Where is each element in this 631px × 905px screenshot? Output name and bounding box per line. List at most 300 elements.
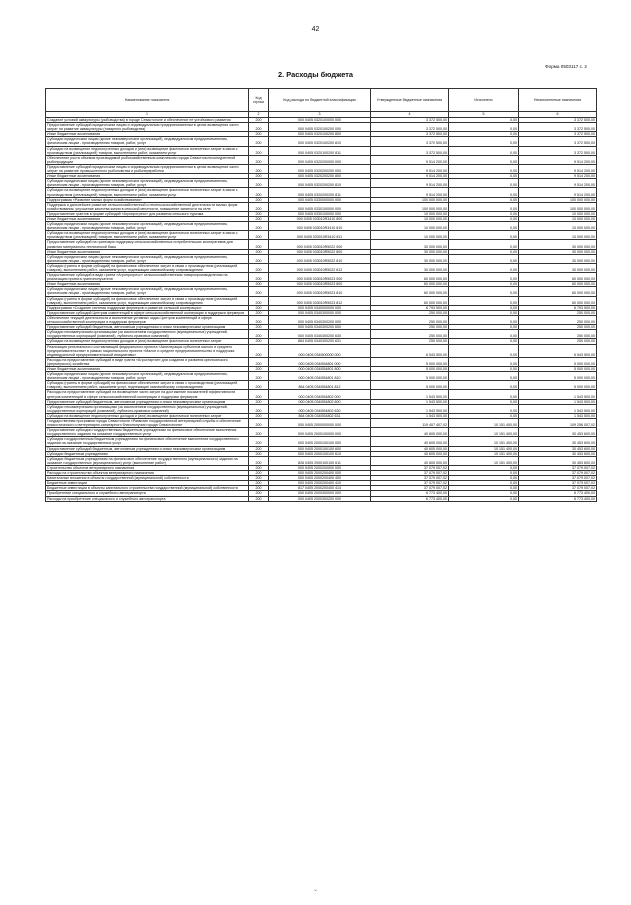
cell-left: 10 000 000,00 <box>519 211 597 216</box>
cell-done: 0,00 <box>449 465 519 470</box>
cell-code: 200 <box>249 174 269 179</box>
cell-left: 3 372 500,00 <box>519 118 597 123</box>
cell-approved: 100 000 000,00 <box>371 197 449 202</box>
table-row <box>46 310 597 315</box>
cell-bk: 000 0405 033010R5023 812 <box>269 296 371 305</box>
cell-code: 200 <box>249 437 269 446</box>
table-row <box>46 390 597 399</box>
cell-done: 0,00 <box>449 366 519 371</box>
cell-bk: 000 0405 2000100100 600 <box>269 446 371 451</box>
cell-name: Расходы на предоставление субсидий в виде гранта «Агростартап» для создания и развития крестьянского (фермерского) хозяйства <box>46 357 249 366</box>
cell-code: 200 <box>249 481 269 486</box>
cell-done: 0,00 <box>449 390 519 399</box>
cell-code: 200 <box>249 222 269 231</box>
cell-left: 250 000,00 <box>519 339 597 344</box>
cell-bk: 000 0405 0330000000 000 <box>269 197 371 202</box>
cell-bk: 000 0405 0320100200 810 <box>269 137 371 146</box>
cell-code: 200 <box>249 132 269 137</box>
table-row <box>46 491 597 496</box>
table-row <box>46 399 597 404</box>
table-row <box>46 254 597 263</box>
table-row <box>46 273 597 282</box>
cell-left: 37 079 007,02 <box>519 481 597 486</box>
cell-code: 200 <box>249 428 269 437</box>
cell-code: 200 <box>249 211 269 216</box>
cell-done: 0,00 <box>449 310 519 315</box>
table-row <box>46 344 597 357</box>
cell-bk: 000 0405 2000100000 000 <box>269 428 371 437</box>
cell-left: 9 514 200,00 <box>519 164 597 173</box>
cell-left: 109 256 007,02 <box>519 419 597 428</box>
cell-code: 200 <box>249 399 269 404</box>
cell-name: Иные бюджетные ассигнования <box>46 216 249 221</box>
cell-done: 0,00 <box>449 155 519 164</box>
cell-bk: 000 0405 034I554801 810 <box>269 372 371 381</box>
cell-done: 0,00 <box>449 413 519 418</box>
cell-done: 0,00 <box>449 231 519 240</box>
cell-bk: 000 0405 0320100200 800 <box>269 132 371 137</box>
cell-approved: 250 000,00 <box>371 339 449 344</box>
cell-approved: 37 079 007,02 <box>371 481 449 486</box>
cell-bk: 000 0405 2000300200 000 <box>269 496 371 501</box>
cell-bk: 000 0405 0330100000 000 <box>269 202 371 211</box>
cell-done: 10 151 400,00 <box>449 419 519 428</box>
cell-name: Субсидии на возмещение недополученных доходов и (или) возмещение фактически понесенных затрат в связи с производством (реализацией) товаров, выполнением работ, оказанием услуг <box>46 146 249 155</box>
cell-left: 6 543 500,00 <box>519 344 597 357</box>
cell-approved: 37 079 007,02 <box>371 471 449 476</box>
cell-name: Реализация регионального составляющей федерального проекта «Акселерация субъектов малого и среднего предпринимательства» в рамках национального проекта «Малое и среднее предпринимательство и поддержка индивидуальной предпринимательской инициативы» <box>46 344 249 357</box>
cell-name: Иные бюджетные ассигнования <box>46 132 249 137</box>
cell-code: 200 <box>249 465 269 470</box>
table-row <box>46 263 597 272</box>
cell-name: Бюджетные инвестиции в объекты капитального строительства государственной (муниципальной) собственности <box>46 486 249 491</box>
table-row <box>46 123 597 132</box>
cell-done: 10 151 400,00 <box>449 446 519 451</box>
cell-bk: 000 0405 2000200400 000 <box>269 471 371 476</box>
cell-done: 0,00 <box>449 254 519 263</box>
cell-bk: 000 0405 0320200200 811 <box>269 188 371 197</box>
cell-code: 200 <box>249 330 269 339</box>
cell-bk: 826 0405 2000100100 611 <box>269 456 371 465</box>
cell-bk: 000 0405 034I554801 800 <box>269 366 371 371</box>
cell-approved: 3 372 500,00 <box>371 132 449 137</box>
table-row <box>46 471 597 476</box>
expenses-table <box>45 88 597 502</box>
cell-bk: 000 0405 033010R5022 000 <box>269 240 371 249</box>
cell-code: 200 <box>249 296 269 305</box>
cell-code: 200 <box>249 287 269 296</box>
col-number: 6 <box>519 112 597 118</box>
cell-left: 1 543 500,00 <box>519 413 597 418</box>
cell-approved: 9 514 200,00 <box>371 155 449 164</box>
table-row <box>46 164 597 173</box>
cell-left: 30 000 000,00 <box>519 254 597 263</box>
cell-approved: 6 543 500,00 <box>371 344 449 357</box>
cell-name: Субсидии юридическим лицам (кроме некоммерческих организаций), индивидуальным предпринимателям, физическим лицам - производителям товаров, работ, услуг <box>46 372 249 381</box>
cell-name: Субсидии юридическим лицам (кроме некоммерческих организаций), индивидуальным предпринимателям, физическим лицам - производителям товаров, работ, услуг <box>46 254 249 263</box>
cell-name: Подпрограмма «Развитие малых форм хозяйствования» <box>46 197 249 202</box>
cell-approved: 30 000 000,00 <box>371 240 449 249</box>
cell-left: 60 000 000,00 <box>519 282 597 287</box>
cell-done: 0,00 <box>449 330 519 339</box>
cell-bk: 000 0405 2000000000 000 <box>269 419 371 428</box>
cell-name: Бюджетные инвестиции <box>46 481 249 486</box>
cell-approved: 40 605 000,00 <box>371 437 449 446</box>
col-header-approved: Утвержденные бюджетные назначения <box>371 89 449 112</box>
cell-bk: 000 0405 0320100200 811 <box>269 146 371 155</box>
cell-done: 0,00 <box>449 287 519 296</box>
cell-done: 0,00 <box>449 399 519 404</box>
cell-approved: 3 372 500,00 <box>371 118 449 123</box>
cell-name: Предоставление субсидий Центрам компетенций в сфере сельскохозяйственной кооперации и поддержки фермеров <box>46 310 249 315</box>
cell-done: 0,00 <box>449 164 519 173</box>
cell-code: 200 <box>249 216 269 221</box>
table-row <box>46 437 597 446</box>
cell-left: 30 000 000,00 <box>519 249 597 254</box>
cell-bk: 000 0405 033010R5022 812 <box>269 263 371 272</box>
table-row <box>46 137 597 146</box>
cell-name: Иные бюджетные ассигнования <box>46 366 249 371</box>
cell-name: Подпрограмма «Создание системы поддержки фермеров и развитие сельской кооперации» <box>46 305 249 310</box>
col-header-done: Исполнено <box>449 89 519 112</box>
cell-name: Поддержка и дальнейшее развитие сельскохозяйственной и несельскохозяйственной деятельности малых форм хозяйствования, улучшение качества жизни в сельской местности, повышение занятости на селе <box>46 202 249 211</box>
cell-name: Субсидии юридическим лицам (кроме некоммерческих организаций), индивидуальным предпринимателям, физическим лицам - производителям товаров, работ, услуг <box>46 222 249 231</box>
cell-code: 200 <box>249 404 269 413</box>
cell-approved: 37 079 007,02 <box>371 486 449 491</box>
cell-left: 10 000 000,00 <box>519 222 597 231</box>
cell-bk: 000 0405 0340300200 600 <box>269 325 371 330</box>
cell-left: 5 000 000,00 <box>519 366 597 371</box>
col-header-name: Наименование показателя <box>46 89 249 112</box>
scan-mark: ⌄ <box>312 887 319 893</box>
cell-done: 0,00 <box>449 240 519 249</box>
cell-bk: 000 0405 2000300000 000 <box>269 491 371 496</box>
cell-done: 0,00 <box>449 249 519 254</box>
cell-approved: 10 000 000,00 <box>371 216 449 221</box>
table-row <box>46 476 597 481</box>
cell-left: 5 000 000,00 <box>519 381 597 390</box>
cell-bk: 864 0405 034I554802 631 <box>269 413 371 418</box>
table-row <box>46 211 597 216</box>
table-row <box>46 222 597 231</box>
cell-name: Расходы на предоставление субсидий на возмещение части затрат на достижение показателей эффективности центров компетенций в сфере сельскохозяйственной кооперации и поддержки фермеров <box>46 390 249 399</box>
cell-left: 100 000 000,00 <box>519 197 597 202</box>
cell-name: Капитальные вложения в объекты государственной (муниципальной) собственности <box>46 476 249 481</box>
cell-name: Расходы на приобретение специального и служебного автотранспорта <box>46 496 249 501</box>
cell-done: 0,00 <box>449 216 519 221</box>
cell-done: 10 151 400,00 <box>449 451 519 456</box>
cell-code: 200 <box>249 419 269 428</box>
cell-left: 60 000 000,00 <box>519 296 597 305</box>
cell-name: Субсидии юридическим лицам (кроме некоммерческих организаций), индивидуальным предпринимателям, физическим лицам - производителям товаров, работ, услуг <box>46 179 249 188</box>
cell-code: 200 <box>249 339 269 344</box>
cell-done: 0,00 <box>449 471 519 476</box>
table-row <box>46 357 597 366</box>
cell-name: Субсидии (гранты в форме субсидий) на финансовое обеспечение затрат в связи с производством (реализацией товаров), выполнением работ, оказанием услуг, подлежащие казначейскому сопровождению <box>46 296 249 305</box>
cell-name: Субсидии (гранты в форме субсидий) на финансовое обеспечение затрат в связи с производством (реализацией товаров), выполнением работ, оказанием услуг, подлежащие казначейскому сопровождению <box>46 263 249 272</box>
cell-approved: 100 000 000,00 <box>371 202 449 211</box>
cell-approved: 60 000 000,00 <box>371 282 449 287</box>
cell-bk: 000 0405 0340300200 630 <box>269 330 371 339</box>
table-row <box>46 372 597 381</box>
cell-left: 100 000 000,00 <box>519 202 597 211</box>
cell-bk: 000 0405 2000200400 400 <box>269 476 371 481</box>
cell-done: 0,00 <box>449 339 519 344</box>
cell-code: 200 <box>249 357 269 366</box>
cell-left: 250 000,00 <box>519 325 597 330</box>
cell-left: 30 453 600,00 <box>519 446 597 451</box>
table-body <box>46 118 597 502</box>
cell-left: 1 543 500,00 <box>519 399 597 404</box>
cell-left: 60 000 000,00 <box>519 273 597 282</box>
cell-approved: 10 000 000,00 <box>371 231 449 240</box>
table-row <box>46 146 597 155</box>
table-row <box>46 465 597 470</box>
cell-bk: 000 0405 0340000000 000 <box>269 305 371 310</box>
cell-approved: 6 773 400,00 <box>371 491 449 496</box>
table-row <box>46 486 597 491</box>
cell-bk: 000 0405 2000200400 410 <box>269 481 371 486</box>
cell-name: Предоставление субсидий юридическим лицам и индивидуальным предпринимателям в целях возмещения части затрат на развитие аквакультуры (товарного рыбоводства) <box>46 123 249 132</box>
cell-name: Субсидии на возмещение недополученных доходов и (или) возмещение фактически понесенных затрат в связи с производством (реализацией) товаров, выполнением работ, оказанием услуг <box>46 231 249 240</box>
cell-left: 9 514 200,00 <box>519 155 597 164</box>
cell-bk: 000 0405 034I554802 600 <box>269 399 371 404</box>
cell-done: 0,00 <box>449 211 519 216</box>
cell-code: 200 <box>249 263 269 272</box>
cell-done: 10 151 400,00 <box>449 437 519 446</box>
cell-code: 200 <box>249 325 269 330</box>
cell-left: 1 543 500,00 <box>519 404 597 413</box>
cell-approved: 9 514 200,00 <box>371 164 449 173</box>
cell-code: 200 <box>249 413 269 418</box>
cell-done: 0,00 <box>449 404 519 413</box>
col-number: 1 <box>46 112 249 118</box>
cell-approved: 9 514 200,00 <box>371 179 449 188</box>
cell-code: 200 <box>249 381 269 390</box>
cell-approved: 1 543 500,00 <box>371 404 449 413</box>
cell-code: 200 <box>249 155 269 164</box>
cell-code: 200 <box>249 496 269 501</box>
cell-approved: 1 543 500,00 <box>371 399 449 404</box>
cell-code: 200 <box>249 164 269 173</box>
cell-name: Субсидии на возмещение недополученных доходов и (или) возмещение фактически понесенных затрат <box>46 413 249 418</box>
cell-done: 0,00 <box>449 118 519 123</box>
cell-bk: 000 0405 033010R3410 800 <box>269 216 371 221</box>
cell-approved: 40 605 000,00 <box>371 446 449 451</box>
cell-code: 200 <box>249 118 269 123</box>
cell-approved: 250 000,00 <box>371 330 449 339</box>
cell-name: Обеспечение текущей деятельности и выполнение уставных задач Центров компетенций в сфере сельскохозяйственной кооперации и поддержки фермеров <box>46 315 249 324</box>
cell-bk: 000 0405 033010R5023 800 <box>269 282 371 287</box>
cell-bk: 000 0405 034I554801 000 <box>269 357 371 366</box>
cell-left: 6 773 400,00 <box>519 491 597 496</box>
cell-bk: 817 0405 2000200400 414 <box>269 486 371 491</box>
cell-done: 0,00 <box>449 273 519 282</box>
cell-code: 200 <box>249 451 269 456</box>
page-title: 2. Расходы бюджета <box>278 70 353 79</box>
cell-code: 200 <box>249 305 269 310</box>
cell-done: 10 151 400,00 <box>449 428 519 437</box>
cell-done: 0,00 <box>449 325 519 330</box>
cell-bk: 000 0405 033010R5023 810 <box>269 287 371 296</box>
cell-name: Иные бюджетные ассигнования <box>46 249 249 254</box>
cell-bk: 000 0405 0340300200 000 <box>269 315 371 324</box>
cell-done: 0,00 <box>449 305 519 310</box>
cell-approved: 60 000 000,00 <box>371 273 449 282</box>
table-row <box>46 339 597 344</box>
cell-done: 0,00 <box>449 486 519 491</box>
cell-left: 3 372 500,00 <box>519 137 597 146</box>
cell-left: 37 079 007,02 <box>519 476 597 481</box>
cell-bk: 000 0405 2000200000 000 <box>269 465 371 470</box>
table-row <box>46 419 597 428</box>
cell-left: 1 543 500,00 <box>519 390 597 399</box>
cell-name: Субсидии (гранты в форме субсидий) на финансовое обеспечение затрат в связи с производством (реализацией товаров), выполнением работ, оказанием услуг, подлежащие казначейскому сопровождению <box>46 381 249 390</box>
cell-name: Предоставление грантов в форме субсидий «Агропрогресс» для развития сельского туризма <box>46 211 249 216</box>
table-row <box>46 446 597 451</box>
cell-done: 0,00 <box>449 491 519 496</box>
cell-approved: 5 000 000,00 <box>371 381 449 390</box>
table-row <box>46 231 597 240</box>
cell-code: 200 <box>249 486 269 491</box>
cell-done: 0,00 <box>449 146 519 155</box>
cell-name: Предоставление субсидий бюджетным, автономным учреждениям и иным некоммерческим организациям <box>46 446 249 451</box>
col-header-code: Код строки <box>249 89 269 112</box>
cell-approved: 40 605 000,00 <box>371 428 449 437</box>
cell-name: Иные бюджетные ассигнования <box>46 174 249 179</box>
cell-approved: 5 000 000,00 <box>371 372 449 381</box>
cell-left: 30 453 600,00 <box>519 456 597 465</box>
cell-name: Обеспечение роста объемов производимой рыбохозяйственным комплексом города Севастополя конкурентной рыбопродукции <box>46 155 249 164</box>
table-row <box>46 155 597 164</box>
cell-code: 200 <box>249 390 269 399</box>
col-number: 4 <box>371 112 449 118</box>
cell-done: 0,00 <box>449 222 519 231</box>
cell-name: Иные бюджетные ассигнования <box>46 282 249 287</box>
cell-name: Субсидии бюджетным учреждениям <box>46 451 249 456</box>
table-row <box>46 496 597 501</box>
cell-bk: 000 0405 034I500000 000 <box>269 344 371 357</box>
cell-code: 200 <box>249 249 269 254</box>
cell-done: 0,00 <box>449 188 519 197</box>
cell-name: Приобретение специального и служебного автотранспорта <box>46 491 249 496</box>
cell-left: 6 793 500,00 <box>519 305 597 310</box>
cell-bk: 864 0405 0340300200 631 <box>269 339 371 344</box>
cell-left: 30 453 600,00 <box>519 437 597 446</box>
cell-name: Субсидии юридическим лицам (кроме некоммерческих организаций), индивидуальным предпринимателям, физическим лицам - производителям товаров, работ, услуг <box>46 287 249 296</box>
cell-code: 200 <box>249 372 269 381</box>
cell-left: 30 453 600,00 <box>519 428 597 437</box>
cell-done: 0,00 <box>449 476 519 481</box>
cell-left: 250 000,00 <box>519 330 597 339</box>
cell-done: 0,00 <box>449 132 519 137</box>
cell-approved: 60 000 000,00 <box>371 296 449 305</box>
cell-approved: 3 372 500,00 <box>371 146 449 155</box>
cell-approved: 40 605 000,00 <box>371 456 449 465</box>
cell-bk: 000 0405 2000100100 000 <box>269 437 371 446</box>
col-header-left: Неисполненные назначения <box>519 89 597 112</box>
cell-done: 0,00 <box>449 174 519 179</box>
table-row <box>46 240 597 249</box>
cell-done: 0,00 <box>449 344 519 357</box>
table-row <box>46 118 597 123</box>
cell-done: 0,00 <box>449 202 519 211</box>
cell-approved: 30 000 000,00 <box>371 249 449 254</box>
cell-bk: 000 0405 0320100200 000 <box>269 123 371 132</box>
cell-name: Субсидия государственным бюджетным учреждениям на финансовое обеспечение выполнения государственного задания на оказание государственных услуг <box>46 437 249 446</box>
cell-code: 200 <box>249 188 269 197</box>
cell-approved: 5 000 000,00 <box>371 366 449 371</box>
cell-approved: 10 000 000,00 <box>371 222 449 231</box>
cell-left: 60 000 000,00 <box>519 287 597 296</box>
cell-done: 0,00 <box>449 197 519 202</box>
cell-approved: 10 000 000,00 <box>371 211 449 216</box>
table-row <box>46 179 597 188</box>
cell-done: 0,00 <box>449 381 519 390</box>
cell-approved: 3 372 500,00 <box>371 137 449 146</box>
cell-approved: 37 079 007,02 <box>371 476 449 481</box>
cell-name: Создание условий акваультуры (рыбоводства) в городе Севастополе и обеспечение ее устойчивого развития <box>46 118 249 123</box>
cell-done: 0,00 <box>449 357 519 366</box>
col-number: 5 <box>449 112 519 118</box>
cell-left: 3 372 500,00 <box>519 146 597 155</box>
cell-approved: 3 372 500,00 <box>371 123 449 132</box>
cell-name: Предоставление субсидий на грантовую поддержку сельскохозяйственных потребительских кооперативов для развития материально-технической базы <box>46 240 249 249</box>
cell-bk: 000 0405 0320100000 000 <box>269 118 371 123</box>
cell-name: Субсидии некоммерческим организациям (за исключением государственных (муниципальных) учреждений, государственных корпораций (компаний), публично-правовых компаний) <box>46 404 249 413</box>
cell-code: 200 <box>249 146 269 155</box>
cell-left: 5 000 000,00 <box>519 372 597 381</box>
cell-code: 200 <box>249 137 269 146</box>
cell-approved: 60 000 000,00 <box>371 287 449 296</box>
cell-left: 9 514 200,00 <box>519 174 597 179</box>
cell-bk: 000 0405 0320200200 810 <box>269 179 371 188</box>
cell-left: 37 079 007,02 <box>519 471 597 476</box>
cell-bk: 000 0405 033010R3410 810 <box>269 222 371 231</box>
cell-approved: 119 407 407,02 <box>371 419 449 428</box>
table-row <box>46 413 597 418</box>
cell-done: 0,00 <box>449 137 519 146</box>
cell-left: 250 000,00 <box>519 310 597 315</box>
cell-done: 0,00 <box>449 179 519 188</box>
cell-approved: 37 079 007,02 <box>371 465 449 470</box>
cell-left: 10 000 000,00 <box>519 231 597 240</box>
cell-done: 0,00 <box>449 496 519 501</box>
cell-done: 0,00 <box>449 123 519 132</box>
cell-code: 200 <box>249 315 269 324</box>
col-number: 3 <box>269 112 371 118</box>
table-row <box>46 404 597 413</box>
cell-name: Расходы на строительство объектов ветеринарного назначения <box>46 471 249 476</box>
cell-approved: 30 000 000,00 <box>371 263 449 272</box>
cell-code: 200 <box>249 123 269 132</box>
cell-code: 200 <box>249 366 269 371</box>
table-row <box>46 456 597 465</box>
cell-code: 200 <box>249 202 269 211</box>
cell-left: 5 000 000,00 <box>519 357 597 366</box>
cell-approved: 250 000,00 <box>371 325 449 330</box>
cell-bk: 000 0405 033010R5022 800 <box>269 249 371 254</box>
cell-approved: 9 514 200,00 <box>371 174 449 179</box>
col-number: 2 <box>249 112 269 118</box>
cell-name: Субсидии бюджетным учреждениям на финансовое обеспечение государственного (муниципального) задания на оказание государственных (муниципальных) услуг (выполнение работ) <box>46 456 249 465</box>
cell-name: Субсидии на возмещение недополученных доходов и (или) возмещение фактически понесенных затрат в связи с производством (реализацией) товаров, выполнением работ, оказанием услуг <box>46 188 249 197</box>
cell-left: 6 773 400,00 <box>519 496 597 501</box>
cell-approved: 250 000,00 <box>371 315 449 324</box>
cell-bk: 000 0405 0330100000 000 <box>269 211 371 216</box>
cell-done: 10 151 400,00 <box>449 456 519 465</box>
cell-left: 250 000,00 <box>519 315 597 324</box>
